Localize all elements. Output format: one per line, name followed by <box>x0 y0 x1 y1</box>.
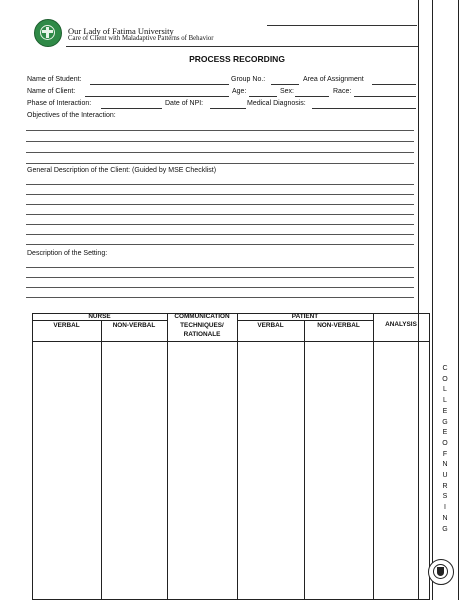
group-no-label: Group No.: <box>231 76 266 83</box>
setting-line[interactable] <box>26 277 414 278</box>
table-column-divider <box>167 313 168 599</box>
date-of-npi-label: Date of NPI: <box>165 100 204 107</box>
setting-label: Description of the Setting: <box>27 250 108 257</box>
analysis-header: ANALYSIS <box>385 321 417 328</box>
name-of-student-field[interactable] <box>90 84 229 85</box>
area-of-assignment-field[interactable] <box>372 84 416 85</box>
race-field[interactable] <box>354 96 416 97</box>
techniques-header: TECHNIQUES/ <box>180 322 224 329</box>
objectives-line[interactable] <box>26 152 414 153</box>
objectives-line[interactable] <box>26 141 414 142</box>
sex-label: Sex: <box>280 88 295 95</box>
objectives-label: Objectives of the Interaction: <box>27 112 116 119</box>
setting-line[interactable] <box>26 287 414 288</box>
frame-line-middle <box>432 0 433 600</box>
frame-line-outer <box>458 0 459 600</box>
general-description-line[interactable] <box>26 184 414 185</box>
name-of-student-label: Name of Student: <box>27 76 82 83</box>
medical-diagnosis-field[interactable] <box>312 108 416 109</box>
table-header-bottom <box>32 341 430 342</box>
name-of-client-label: Name of Client: <box>27 88 76 95</box>
general-description-line[interactable] <box>26 224 414 225</box>
date-of-npi-field[interactable] <box>210 108 246 109</box>
table-column-divider <box>429 313 430 599</box>
sex-field[interactable] <box>295 96 329 97</box>
header-rule-top <box>267 25 417 26</box>
setting-line[interactable] <box>26 267 414 268</box>
table-column-divider <box>101 320 102 599</box>
general-description-line[interactable] <box>26 244 414 245</box>
age-field[interactable] <box>249 96 277 97</box>
setting-line[interactable] <box>26 297 414 298</box>
patient-verbal-header: VERBAL <box>257 322 284 329</box>
objectives-line[interactable] <box>26 130 414 131</box>
table-bottom-border <box>32 599 430 600</box>
general-description-line[interactable] <box>26 194 414 195</box>
patient-header: PATIENT <box>291 313 319 320</box>
college-seal-icon <box>428 559 454 585</box>
group-no-field[interactable] <box>271 84 299 85</box>
nurse-header: NURSE <box>88 313 111 320</box>
nurse-verbal-header: VERBAL <box>53 322 80 329</box>
university-logo <box>34 19 62 47</box>
general-description-line[interactable] <box>26 204 414 205</box>
table-column-divider <box>237 313 238 599</box>
table-column-divider <box>373 313 374 599</box>
header-rule-bottom <box>66 46 418 47</box>
table-column-divider <box>304 320 305 599</box>
medical-diagnosis-label: Medical Diagnosis: <box>247 100 306 107</box>
objectives-line[interactable] <box>26 163 414 164</box>
area-of-assignment-label: Area of Assignment <box>303 76 364 83</box>
table-column-divider <box>32 313 33 599</box>
patient-non-verbal-header: NON-VERBAL <box>317 322 360 329</box>
general-description-line[interactable] <box>26 214 414 215</box>
general-description-line[interactable] <box>26 234 414 235</box>
course-title: Care of Client with Maladaptive Patterns of Behavior <box>68 35 214 42</box>
general-description-label: General Description of the Client: (Guided by MSE Checklist) <box>27 167 217 174</box>
page-title: PROCESS RECORDING <box>189 54 285 64</box>
phase-of-interaction-label: Phase of Interaction: <box>27 100 92 107</box>
name-of-client-field[interactable] <box>85 96 229 97</box>
age-label: Age: <box>232 88 247 95</box>
college-of-nursing-label: C O L L E G E O F N U R S I N G <box>442 365 448 533</box>
race-label: Race: <box>333 88 352 95</box>
university-name: Our Lady of Fatima University <box>68 26 174 36</box>
phase-of-interaction-field[interactable] <box>101 108 162 109</box>
communication-header: COMMUNICATION <box>174 313 230 320</box>
nurse-non-verbal-header: NON-VERBAL <box>112 322 156 329</box>
frame-line-inner <box>418 0 419 600</box>
rationale-header: RATIONALE <box>183 331 221 338</box>
